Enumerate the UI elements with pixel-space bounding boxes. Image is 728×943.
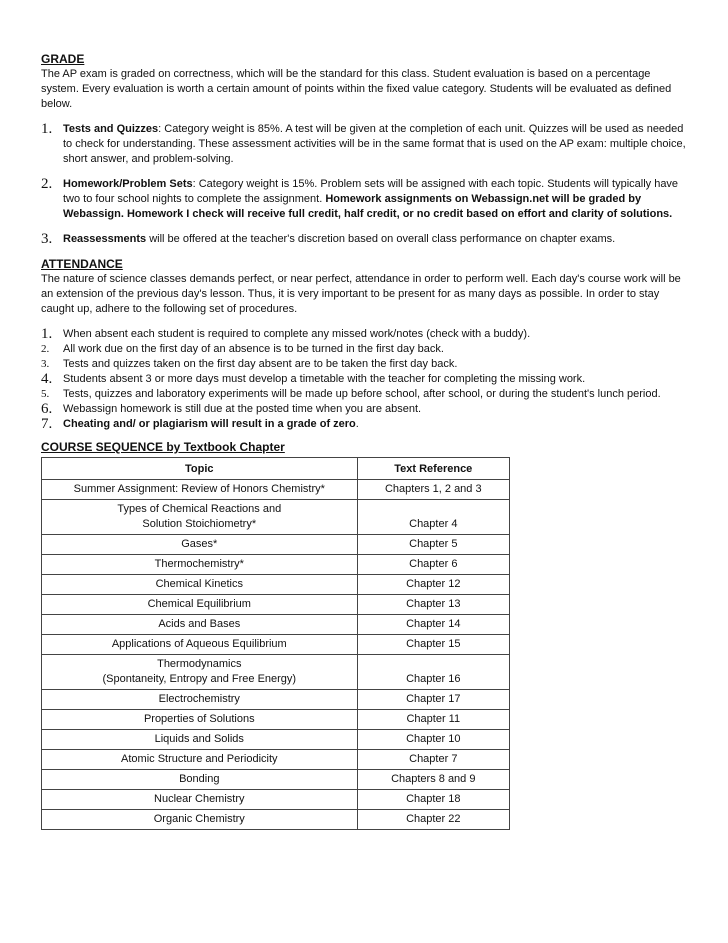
table-row — [42, 535, 510, 555]
topic-cell: Electrochemistry — [42, 690, 358, 710]
course-sequence-body — [42, 480, 510, 830]
grade-item — [41, 177, 689, 222]
table-row — [42, 690, 510, 710]
grade-item-number: 2. — [41, 176, 53, 192]
column-header-topic: Topic — [42, 458, 358, 480]
topic-cell: Gases* — [42, 535, 358, 555]
topic-cell: Properties of Solutions — [42, 710, 358, 730]
grade-item-title: Tests and Quizzes — [63, 123, 159, 135]
topic-cell: Nuclear Chemistry — [42, 790, 358, 810]
attendance-item-text: Students absent 3 or more days must develop a timetable with the teacher for completing the missing work. — [63, 373, 586, 385]
text-reference-cell: Chapter 16 — [357, 655, 509, 690]
grade-item — [41, 232, 689, 247]
attendance-item-number: 2. — [41, 343, 50, 355]
attendance-item — [41, 417, 689, 432]
attendance-item-number: 5. — [41, 388, 50, 400]
text-reference-cell: Chapter 7 — [357, 750, 509, 770]
topic-cell: Summer Assignment: Review of Honors Chemistry* — [42, 480, 358, 500]
course-sequence-table — [41, 457, 510, 830]
attendance-item — [41, 372, 689, 387]
table-header-row — [42, 458, 510, 480]
attendance-item-number: 7. — [41, 416, 53, 432]
table-row — [42, 810, 510, 830]
table-row — [42, 595, 510, 615]
topic-cell: Bonding — [42, 770, 358, 790]
table-row — [42, 770, 510, 790]
attendance-item-text: All work due on the first day of an absence is to be turned in the first day back. — [63, 343, 444, 355]
grade-item-title: Homework/Problem Sets — [63, 178, 193, 190]
grade-item-title: Reassessments — [63, 233, 147, 245]
grade-item-text: : Category weight is 15%. Problem sets will be assigned with each topic. Students will typically have two to four school nights to complete the assignment. — [63, 178, 679, 205]
table-row — [42, 480, 510, 500]
grade-intro: The AP exam is graded on correctness, which will be the standard for this class. Student evaluation is based on a percentage system. Every evaluation is worth a certain amount of points within the fixed value category. Students will be evaluated as defined below. — [41, 68, 672, 110]
table-row — [42, 575, 510, 595]
attendance-item-bold-text: Cheating and/ or plagiarism will result in a grade of zero — [63, 418, 356, 430]
table-row — [42, 710, 510, 730]
attendance-item — [41, 342, 689, 357]
attendance-heading: ATTENDANCE — [41, 257, 123, 271]
text-reference-cell: Chapter 13 — [357, 595, 509, 615]
topic-cell: Chemical Equilibrium — [42, 595, 358, 615]
attendance-item-text: Webassign homework is still due at the posted time when you are absent. — [63, 403, 422, 415]
table-row — [42, 635, 510, 655]
attendance-item-text: When absent each student is required to complete any missed work/notes (check with a buddy). — [63, 328, 531, 340]
text-reference-cell: Chapter 14 — [357, 615, 509, 635]
attendance-item-number: 1. — [41, 326, 53, 342]
topic-cell: Types of Chemical Reactions and Solution Stoichiometry* — [42, 500, 358, 535]
table-row — [42, 615, 510, 635]
attendance-item — [41, 327, 689, 342]
table-row — [42, 500, 510, 535]
column-header-text-reference: Text Reference — [357, 458, 509, 480]
topic-cell: Liquids and Solids — [42, 730, 358, 750]
text-reference-cell: Chapter 11 — [357, 710, 509, 730]
text-reference-cell: Chapters 1, 2 and 3 — [357, 480, 509, 500]
grade-item — [41, 122, 689, 167]
table-row — [42, 555, 510, 575]
text-reference-cell: Chapter 6 — [357, 555, 509, 575]
topic-cell: Applications of Aqueous Equilibrium — [42, 635, 358, 655]
grade-item-number: 1. — [41, 121, 53, 137]
topic-cell: Thermodynamics (Spontaneity, Entropy and Free Energy) — [42, 655, 358, 690]
attendance-item-text: Tests, quizzes and laboratory experiments will be made up before school, after school, or during the student's lunch period. — [63, 388, 661, 400]
course-sequence-heading: COURSE SEQUENCE by Textbook Chapter — [41, 440, 285, 454]
grade-item-text: will be offered at the teacher's discretion based on overall class performance on chapter exams. — [146, 233, 616, 245]
table-row — [42, 790, 510, 810]
text-reference-cell: Chapter 10 — [357, 730, 509, 750]
text-reference-cell: Chapter 18 — [357, 790, 509, 810]
attendance-item-number: 4. — [41, 371, 53, 387]
topic-cell: Atomic Structure and Periodicity — [42, 750, 358, 770]
grade-item-text: : Category weight is 85%. A test will be given at the completion of each unit. Quizzes will be used as needed to check for understanding. These assessment activities will be in the same format that is used on the AP exam: multiple choice, short answer, and problem-solving. — [63, 123, 686, 165]
attendance-item-number: 6. — [41, 401, 53, 417]
grade-item-number: 3. — [41, 231, 53, 247]
text-reference-cell: Chapter 5 — [357, 535, 509, 555]
text-reference-cell: Chapters 8 and 9 — [357, 770, 509, 790]
table-row — [42, 730, 510, 750]
grade-heading: GRADE — [41, 52, 85, 66]
text-reference-cell: Chapter 22 — [357, 810, 509, 830]
attendance-item — [41, 402, 689, 417]
document-page — [41, 52, 689, 830]
attendance-item-number: 3. — [41, 358, 50, 370]
table-row — [42, 750, 510, 770]
topic-cell: Organic Chemistry — [42, 810, 358, 830]
text-reference-cell: Chapter 15 — [357, 635, 509, 655]
text-reference-cell: Chapter 12 — [357, 575, 509, 595]
grade-item-bold-text: Homework assignments on Webassign.net will be graded by Webassign. Homework I check will receive full credit, half credit, or no credit based on effort and clarity of solutions. — [63, 193, 673, 220]
attendance-item — [41, 387, 689, 402]
topic-cell: Acids and Bases — [42, 615, 358, 635]
attendance-intro: The nature of science classes demands perfect, or near perfect, attendance in order to perform well. Each day's course work will be an extension of the previous day's lesson. Thus, it is very important to be present for as many days as possible. In order to stay caught up, adhere to the following set of procedures. — [41, 273, 681, 315]
attendance-item-text: . — [355, 418, 359, 430]
attendance-item-text: Tests and quizzes taken on the first day absent are to be taken the first day back. — [63, 358, 458, 370]
topic-cell: Thermochemistry* — [42, 555, 358, 575]
text-reference-cell: Chapter 17 — [357, 690, 509, 710]
attendance-item — [41, 357, 689, 372]
topic-cell: Chemical Kinetics — [42, 575, 358, 595]
text-reference-cell: Chapter 4 — [357, 500, 509, 535]
table-row — [42, 655, 510, 690]
